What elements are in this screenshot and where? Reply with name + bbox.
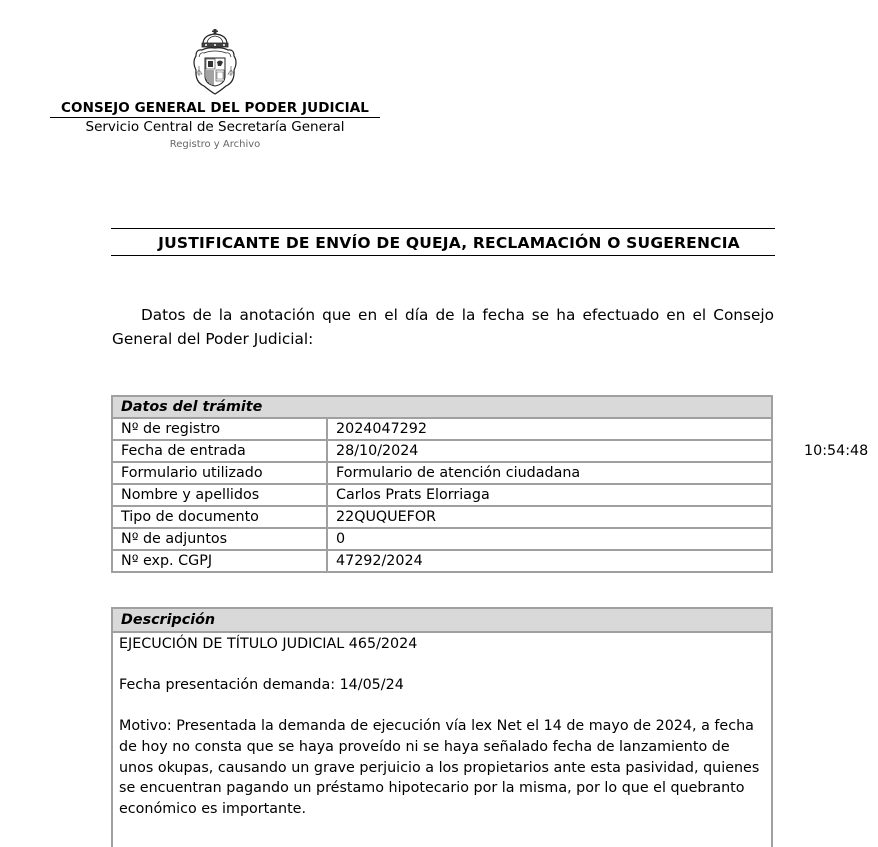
hora-entrada-value: 10:54:48 — [804, 443, 869, 459]
row-label: Formulario utilizado — [112, 462, 327, 484]
row-label: Tipo de documento — [112, 506, 327, 528]
nombre-value: Carlos Prats Elorriaga — [327, 484, 772, 506]
fecha-entrada-cell — [327, 440, 869, 462]
descripcion-title-line: EJECUCIÓN DE TÍTULO JUDICIAL 465/2024 — [119, 636, 418, 652]
tipo-documento-value: 22QUQUEFOR — [327, 506, 772, 528]
document-title: JUSTIFICANTE DE ENVÍO DE QUEJA, RECLAMACIÓN O SUGERENCIA — [111, 228, 775, 256]
tramite-header: Datos del trámite — [112, 396, 772, 418]
table-row — [112, 506, 772, 528]
row-label: Nº exp. CGPJ — [112, 550, 327, 572]
table-row — [112, 418, 772, 440]
descripcion-box — [111, 607, 773, 847]
intro-paragraph: Datos de la anotación que en el día de la fecha se ha efectuado en el Consejo General del Poder Judicial: — [112, 306, 774, 348]
table-row — [112, 484, 772, 506]
row-label: Nº de adjuntos — [112, 528, 327, 550]
table-row — [112, 528, 772, 550]
adjuntos-value: 0 — [327, 528, 772, 550]
row-label: Nº de registro — [112, 418, 327, 440]
descripcion-header: Descripción — [113, 609, 771, 633]
table-row — [112, 462, 772, 484]
table-row — [112, 440, 772, 462]
fecha-entrada-value: 28/10/2024 — [336, 443, 419, 459]
coat-of-arms-icon — [188, 28, 242, 98]
descripcion-date-line: Fecha presentación demanda: 14/05/24 — [119, 677, 404, 694]
descripcion-body — [113, 633, 771, 819]
table-row — [112, 550, 772, 572]
formulario-value: Formulario de atención ciudadana — [327, 462, 772, 484]
expediente-value: 47292/2024 — [327, 550, 772, 572]
row-label: Fecha de entrada — [112, 440, 327, 462]
row-label: Nombre y apellidos — [112, 484, 327, 506]
organization-department: Registro y Archivo — [169, 139, 261, 150]
tramite-table — [111, 395, 869, 573]
organization-service: Servicio Central de Secretaría General — [85, 119, 345, 135]
table-header-row — [112, 396, 772, 418]
letterhead — [50, 28, 380, 150]
registro-value: 2024047292 — [327, 418, 772, 440]
descripcion-motivo: Motivo: Presentada la demanda de ejecución vía lex Net el 14 de mayo de 2024, a fecha de hoy no consta que se haya proveído ni se haya señalado fecha de lanzamiento de unos okupas, causando un grave perjuicio a los propietarios ante esta pasividad, quienes se encuentran pagando un préstamo hipotecario por la misma, por lo que el quebranto económico es importante. — [119, 718, 760, 817]
organization-name: CONSEJO GENERAL DEL PODER JUDICIAL — [50, 100, 380, 118]
